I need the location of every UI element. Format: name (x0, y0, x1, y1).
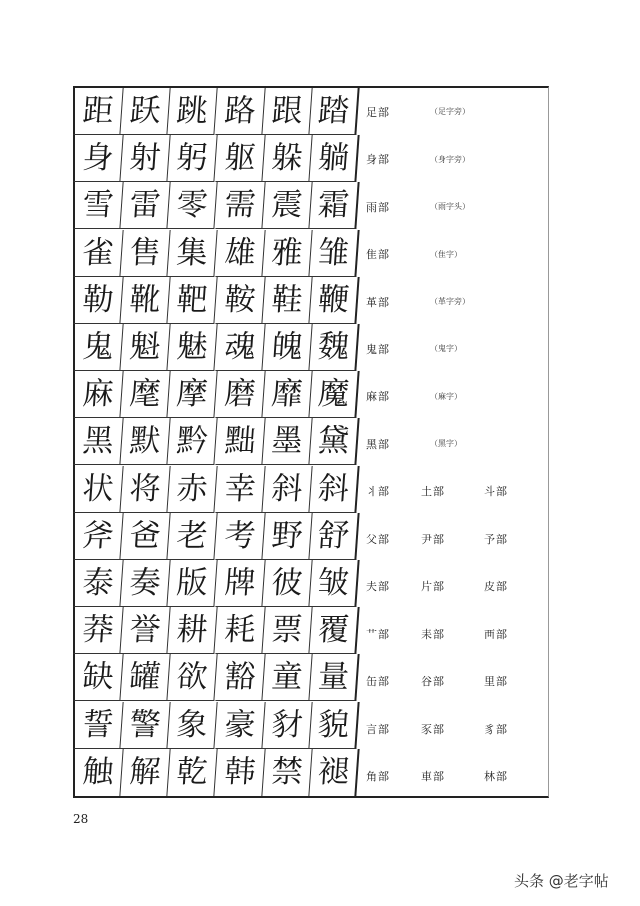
index-row (358, 468, 548, 515)
grid-cell: 爸 (121, 513, 171, 560)
radical-note: （鬼字） (430, 344, 462, 354)
grid-cell: 莽 (73, 607, 123, 654)
grid-cell: 踏 (309, 88, 359, 135)
grid-cell: 躲 (262, 135, 312, 182)
grid-cell: 霜 (309, 182, 359, 229)
grid-cell: 靡 (262, 371, 312, 418)
grid-cell: 躬 (168, 135, 218, 182)
grid-cell: 鞭 (309, 277, 359, 324)
grid-cell: 斧 (73, 513, 123, 560)
grid-cell: 墨 (262, 418, 312, 465)
grid-cell: 罐 (121, 654, 171, 701)
grid-cell: 雄 (215, 230, 265, 277)
radical-label: 尹部 (421, 532, 445, 546)
radical-label: 豸部 (484, 722, 508, 736)
grid-cell: 勒 (73, 277, 123, 324)
radical-note: （雨字头） (430, 202, 470, 212)
grid-cell: 靶 (168, 277, 218, 324)
grid-cell: 牌 (215, 560, 265, 607)
grid-cell: 默 (121, 418, 171, 465)
grid-cell: 雅 (262, 230, 312, 277)
grid-cell: 禁 (262, 749, 312, 796)
grid-cell: 黛 (309, 418, 359, 465)
grid-cell: 路 (215, 88, 265, 135)
grid-cell: 票 (262, 607, 312, 654)
index-row (358, 183, 548, 230)
grid-cell: 魏 (309, 324, 359, 371)
grid-cell: 彼 (262, 560, 312, 607)
grid-cell: 躺 (309, 135, 359, 182)
grid-cell: 鞍 (215, 277, 265, 324)
copybook-sheet (73, 86, 549, 798)
grid-cell: 魔 (309, 371, 359, 418)
grid-cell: 磨 (215, 371, 265, 418)
grid-cell: 奏 (121, 560, 171, 607)
index-row (358, 420, 548, 467)
radical-label: 足部 (366, 105, 390, 119)
grid-cell: 需 (215, 182, 265, 229)
radical-label: 父部 (366, 532, 390, 546)
grid-cell: 触 (73, 749, 123, 796)
grid-cell: 震 (262, 182, 312, 229)
grid-cell: 豺 (262, 702, 312, 749)
grid-cell: 身 (73, 135, 123, 182)
grid-cell: 誉 (121, 607, 171, 654)
grid-cell: 斜 (309, 466, 359, 513)
index-row (358, 230, 548, 277)
calligraphy-grid (73, 86, 358, 798)
grid-cell: 泰 (73, 560, 123, 607)
grid-cell: 将 (121, 466, 171, 513)
grid-cell: 跳 (168, 88, 218, 135)
radical-note: （麻字） (430, 391, 462, 401)
radical-note: （革字旁） (430, 297, 470, 307)
grid-cell: 褪 (309, 749, 359, 796)
grid-cell: 躯 (215, 135, 265, 182)
index-row (358, 278, 548, 325)
radical-label: 林部 (484, 770, 508, 784)
radical-label: 耒部 (421, 627, 445, 641)
radical-label: 車部 (421, 770, 445, 784)
grid-cell: 黑 (73, 418, 123, 465)
grid-cell: 貌 (309, 702, 359, 749)
grid-cell: 警 (121, 702, 171, 749)
grid-cell: 鞋 (262, 277, 312, 324)
grid-cell: 童 (262, 654, 312, 701)
radical-label: 皮部 (484, 580, 508, 594)
grid-cell: 跟 (262, 88, 312, 135)
grid-cell: 魁 (121, 324, 171, 371)
grid-cell: 象 (168, 702, 218, 749)
index-row (358, 705, 548, 752)
grid-cell: 集 (168, 230, 218, 277)
grid-cell: 射 (121, 135, 171, 182)
grid-cell: 雀 (73, 230, 123, 277)
grid-cell: 版 (168, 560, 218, 607)
grid-cell: 鬼 (73, 324, 123, 371)
radical-label: 豕部 (421, 722, 445, 736)
radical-note: （足字旁） (430, 107, 470, 117)
watermark-text: 头条 @老字帖 (514, 872, 609, 890)
grid-cell: 皱 (309, 560, 359, 607)
radical-label: 隹部 (366, 248, 390, 262)
grid-cell: 黔 (168, 418, 218, 465)
index-row (358, 373, 548, 420)
grid-cell: 黜 (215, 418, 265, 465)
grid-cell: 状 (73, 466, 123, 513)
index-row (358, 88, 548, 135)
grid-cell: 量 (309, 654, 359, 701)
radical-label: 艹部 (366, 627, 390, 641)
grid-cell: 乾 (168, 749, 218, 796)
radical-label: 丬部 (366, 485, 390, 499)
radical-label: 予部 (484, 532, 508, 546)
grid-cell: 覆 (309, 607, 359, 654)
grid-cell: 麻 (73, 371, 123, 418)
radical-note: （隹字） (430, 249, 462, 259)
page-number: 28 (73, 812, 89, 826)
grid-cell: 靴 (121, 277, 171, 324)
radical-label: 鬼部 (366, 342, 390, 356)
grid-cell: 耗 (215, 607, 265, 654)
radical-label: 缶部 (366, 675, 390, 689)
grid-cell: 魂 (215, 324, 265, 371)
index-row (358, 515, 548, 562)
radical-label: 片部 (421, 580, 445, 594)
grid-cell: 摩 (168, 371, 218, 418)
grid-cell: 雏 (309, 230, 359, 277)
grid-cell: 豪 (215, 702, 265, 749)
radical-label: 谷部 (421, 675, 445, 689)
radical-label: 角部 (366, 770, 390, 784)
radical-label: 身部 (366, 153, 390, 167)
grid-cell: 耕 (168, 607, 218, 654)
radical-note: （身字旁） (430, 154, 470, 164)
radical-label: 雨部 (366, 200, 390, 214)
grid-cell: 舒 (309, 513, 359, 560)
radical-label: 黑部 (366, 437, 390, 451)
grid-cell: 距 (73, 88, 123, 135)
grid-cell: 誓 (73, 702, 123, 749)
grid-cell: 老 (168, 513, 218, 560)
grid-cell: 雪 (73, 182, 123, 229)
radical-label: 襾部 (484, 627, 508, 641)
radical-label: 斗部 (484, 485, 508, 499)
grid-cell: 售 (121, 230, 171, 277)
grid-cell: 魄 (262, 324, 312, 371)
radical-label: 麻部 (366, 390, 390, 404)
grid-cell: 豁 (215, 654, 265, 701)
grid-cell: 解 (121, 749, 171, 796)
index-row (358, 610, 548, 657)
grid-cell: 魅 (168, 324, 218, 371)
radical-label: 革部 (366, 295, 390, 309)
radical-label: 夫部 (366, 580, 390, 594)
grid-cell: 考 (215, 513, 265, 560)
grid-cell: 斜 (262, 466, 312, 513)
grid-cell: 麾 (121, 371, 171, 418)
grid-cell: 跃 (121, 88, 171, 135)
radical-note: （黑字） (430, 439, 462, 449)
grid-cell: 零 (168, 182, 218, 229)
index-row (358, 325, 548, 372)
index-row (358, 657, 548, 704)
grid-cell: 雷 (121, 182, 171, 229)
grid-cell: 赤 (168, 466, 218, 513)
index-row (358, 752, 548, 799)
radical-label: 土部 (421, 485, 445, 499)
radical-label: 言部 (366, 722, 390, 736)
index-row (358, 563, 548, 610)
grid-cell: 野 (262, 513, 312, 560)
grid-cell: 韩 (215, 749, 265, 796)
radical-label: 里部 (484, 675, 508, 689)
grid-cell: 欲 (168, 654, 218, 701)
grid-cell: 缺 (73, 654, 123, 701)
index-row (358, 135, 548, 182)
grid-cell: 幸 (215, 466, 265, 513)
radical-index (358, 86, 549, 798)
